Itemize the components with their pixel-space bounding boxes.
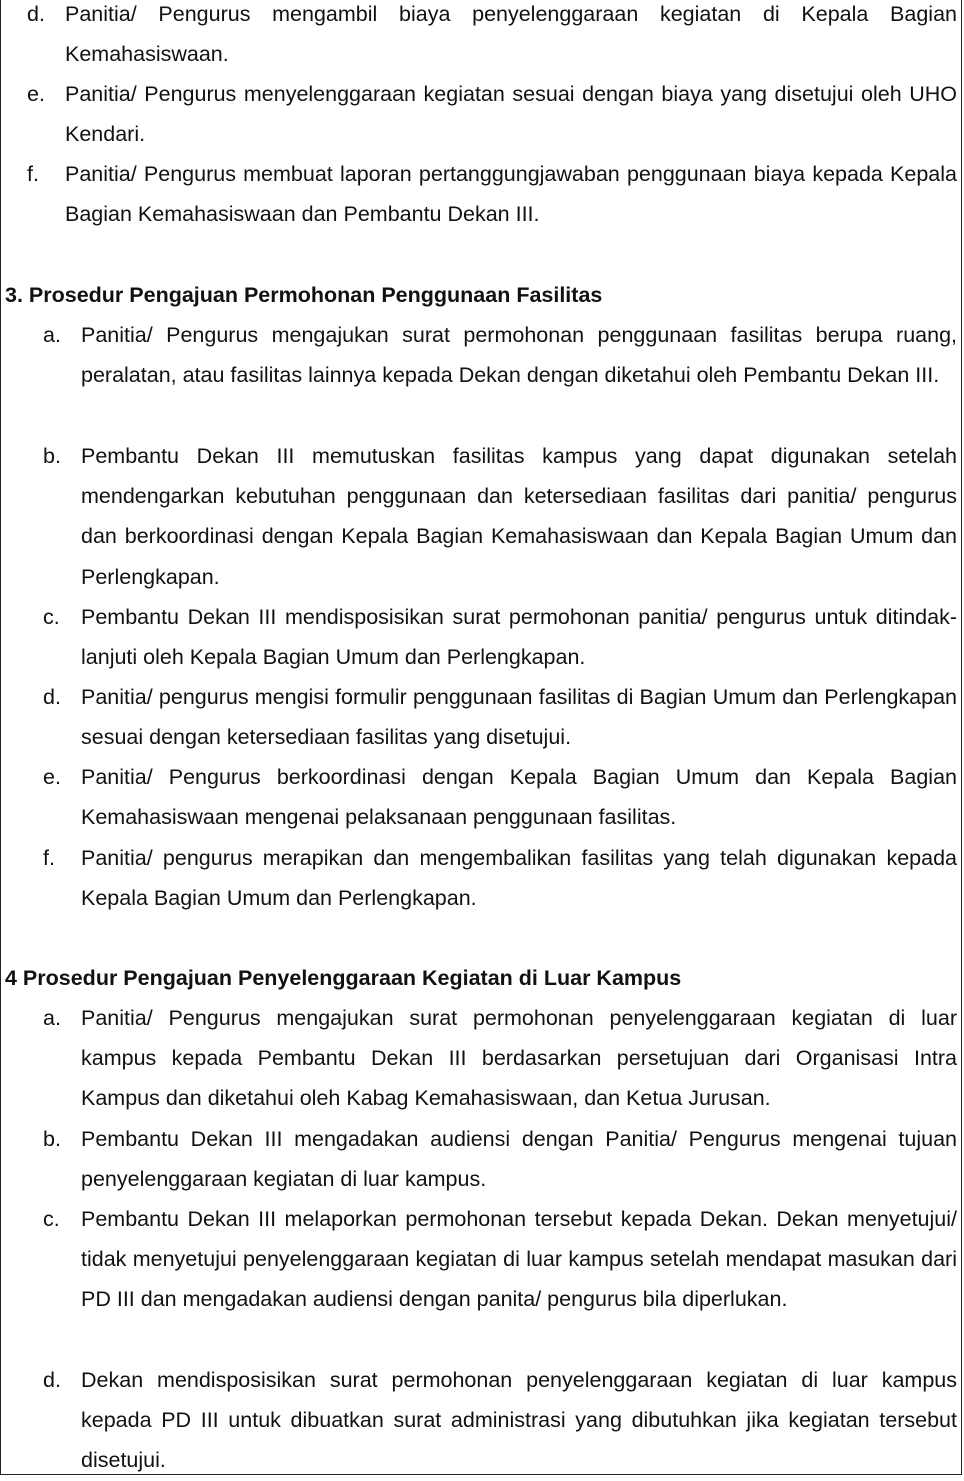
- list-item: [43, 1360, 957, 1481]
- list-item: [27, 74, 957, 154]
- list-marker: b.: [43, 444, 61, 468]
- list-marker: f.: [27, 162, 39, 186]
- list-marker: c.: [43, 605, 60, 629]
- list-marker: d.: [43, 1368, 61, 1392]
- list-item: [43, 1199, 957, 1320]
- list-marker: f.: [43, 846, 55, 870]
- section-4-heading: 4 Prosedur Pengajuan Penyelenggaraan Kegiatan di Luar Kampus: [5, 966, 682, 990]
- list-text: Dekan mendisposisikan surat permohonan penyelenggaraan kegiatan di luar kampus kepada PD III untuk dibuatkan surat administrasi yang dibutuhkan jika kegiatan tersebut disetujui.: [81, 1368, 957, 1473]
- list-item: [43, 757, 957, 837]
- section-3-heading: 3. Prosedur Pengajuan Permohonan Penggunaan Fasilitas: [5, 283, 603, 307]
- list-item: [43, 998, 957, 1119]
- list-marker: e.: [27, 82, 45, 106]
- list-marker: d.: [27, 2, 45, 26]
- list-text: Panitia/ pengurus merapikan dan mengembalikan fasilitas yang telah digunakan kepada Kepala Bagian Umum dan Perlengkapan.: [81, 846, 957, 911]
- list-marker: a.: [43, 1006, 61, 1030]
- list-text: Panitia/ Pengurus menyelenggaraan kegiatan sesuai dengan biaya yang disetujui oleh UHO Kendari.: [65, 82, 957, 147]
- list-item: [27, 0, 957, 74]
- list-item: [43, 838, 957, 918]
- list-marker: d.: [43, 685, 61, 709]
- list-item: [27, 154, 957, 234]
- list-text: Pembantu Dekan III mengadakan audiensi dengan Panitia/ Pengurus mengenai tujuan penyelenggaraan kegiatan di luar kampus.: [81, 1127, 957, 1192]
- list-text: Panitia/ Pengurus berkoordinasi dengan Kepala Bagian Umum dan Kepala Bagian Kemahasiswaan mengenai pelaksanaan penggunaan fasilitas.: [81, 765, 957, 830]
- list-item: [43, 436, 957, 597]
- list-text: Panitia/ pengurus mengisi formulir penggunaan fasilitas di Bagian Umum dan Perlengkapan sesuai dengan ketersediaan fasilitas yang disetujui.: [81, 685, 957, 750]
- list-text: Panitia/ Pengurus mengajukan surat permohonan penyelenggaraan kegiatan di luar kampus kepada Pembantu Dekan III berdasarkan persetujuan dari Organisasi Intra Kampus dan diketahui oleh Kabag Kemahasiswaan, dan Ketua Jurusan.: [81, 1006, 957, 1111]
- list-item: [43, 315, 957, 395]
- list-text: Pembantu Dekan III melaporkan permohonan tersebut kepada Dekan. Dekan menyetujui/ tidak menyetujui penyelenggaraan kegiatan di luar kampus setelah mendapat masukan dari PD III dan mengadakan audiensi dengan panita/ pengurus bila diperlukan.: [81, 1207, 957, 1312]
- list-item: [43, 677, 957, 757]
- list-marker: b.: [43, 1127, 61, 1151]
- list-marker: e.: [43, 765, 61, 789]
- list-text: Pembantu Dekan III memutuskan fasilitas kampus yang dapat digunakan setelah mendengarkan kebutuhan penggunaan dan ketersediaan fasilitas dari panitia/ pengurus dan berkoordinasi dengan Kepala Bagian Kemahasiswaan dan Kepala Bagian Umum dan Perlengkapan.: [81, 444, 957, 589]
- list-marker: c.: [43, 1207, 60, 1231]
- list-marker: a.: [43, 323, 61, 347]
- list-text: Panitia/ Pengurus mengajukan surat permohonan penggunaan fasilitas berupa ruang, peralatan, atau fasilitas lainnya kepada Dekan dengan diketahui oleh Pembantu Dekan III.: [81, 323, 957, 388]
- list-text: Pembantu Dekan III mendisposisikan surat permohonan panitia/ pengurus untuk ditindak-lanjuti oleh Kepala Bagian Umum dan Perlengkapan.: [81, 605, 957, 670]
- list-text: Panitia/ Pengurus membuat laporan pertanggungjawaban penggunaan biaya kepada Kepala Bagian Kemahasiswaan dan Pembantu Dekan III.: [65, 162, 957, 227]
- list-text: Panitia/ Pengurus mengambil biaya penyelenggaraan kegiatan di Kepala Bagian Kemahasiswaan.: [65, 2, 957, 67]
- list-item: [43, 597, 957, 677]
- list-item: [43, 1119, 957, 1199]
